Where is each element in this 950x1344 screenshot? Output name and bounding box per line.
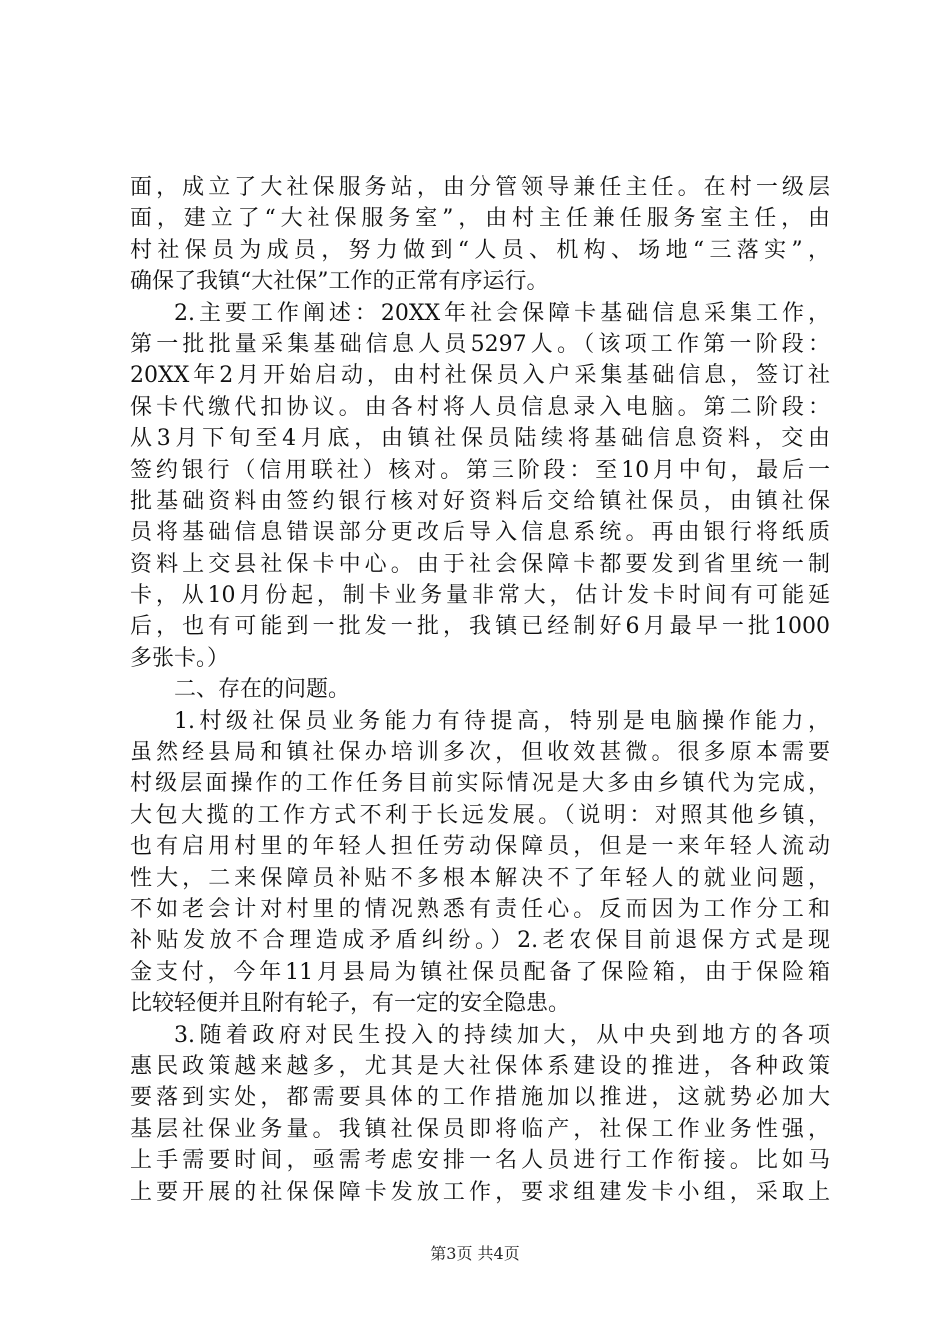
text-line: 保卡代缴代扣协议。由各村将人员信息录入电脑。第二阶段： — [130, 394, 830, 420]
text-line: 不如老会计对村里的情况熟悉有责任心。反而因为工作分工和 — [130, 896, 830, 922]
text-line: 大包大揽的工作方式不利于长远发展。（说明：对照其他乡镇， — [130, 802, 830, 828]
text-line: 也有启用村里的年轻人担任劳动保障员，但是一来年轻人流动 — [130, 834, 830, 860]
text-line: 上要开展的社保保障卡发放工作，要求组建发卡小组，采取上 — [130, 1179, 830, 1205]
page-number-label: 第3页 共4页 — [430, 1244, 520, 1263]
text-line: 面，成立了大社保服务站，由分管领导兼任主任。在村一级层 — [130, 175, 830, 200]
text-line: 金支付，今年11月县局为镇社保员配备了保险箱，由于保险箱 — [130, 959, 830, 985]
text-line: 比较轻便并且附有轮子，有一定的安全隐患。 — [130, 991, 571, 1017]
text-line: 要落到实处，都需要具体的工作措施加以推进，这就势必加大 — [130, 1085, 830, 1111]
document-body — [130, 172, 830, 1208]
text-line: 村级层面操作的工作任务目前实际情况是大多由乡镇代为完成， — [130, 771, 830, 797]
text-line: 资料上交县社保卡中心。由于社会保障卡都要发到省里统一制 — [130, 551, 830, 577]
text-line: 1.村级社保员业务能力有待提高，特别是电脑操作能力， — [174, 708, 830, 734]
text-line: 批基础资料由签约银行核对好资料后交给镇社保员，由镇社保 — [130, 488, 830, 514]
text-line: 二、存在的问题。 — [174, 677, 351, 703]
text-line: 性大，二来保障员补贴不多根本解决不了年轻人的就业问题， — [130, 865, 830, 891]
text-line: 确保了我镇“大社保”工作的正常有序运行。 — [130, 269, 549, 295]
text-line: 多张卡。） — [130, 645, 230, 671]
text-line: 从3月下旬至4月底，由镇社保员陆续将基础信息资料，交由 — [130, 426, 830, 452]
text-line: 虽然经县局和镇社保办培训多次，但收效甚微。很多原本需要 — [130, 740, 830, 766]
page-footer — [0, 1244, 950, 1264]
text-line: 2.主要工作阐述：20XX年社会保障卡基础信息采集工作， — [174, 300, 830, 326]
text-line: 签约银行（信用联社）核对。第三阶段：至10月中旬，最后一 — [130, 457, 830, 483]
text-line: 员将基础信息错误部分更改后导入信息系统。再由银行将纸质 — [130, 520, 830, 546]
text-line: 面，建立了“大社保服务室”，由村主任兼任服务室主任，由 — [130, 206, 830, 232]
text-line: 村社保员为成员，努力做到“人员、机构、场地“三落实”， — [130, 237, 830, 263]
text-line: 上手需要时间，亟需考虑安排一名人员进行工作衔接。比如马 — [130, 1148, 830, 1174]
text-line: 第一批批量采集基础信息人员5297人。（该项工作第一阶段： — [130, 331, 830, 357]
text-line: 3.随着政府对民生投入的持续加大，从中央到地方的各项 — [174, 1022, 830, 1048]
text-line: 基层社保业务量。我镇社保员即将临产，社保工作业务性强， — [130, 1116, 830, 1142]
text-line: 后，也有可能到一批发一批，我镇已经制好6月最早一批1000 — [130, 614, 830, 640]
text-line: 补贴发放不合理造成矛盾纠纷。）2.老农保目前退保方式是现 — [130, 928, 830, 954]
text-line: 20XX年2月开始启动，由村社保员入户采集基础信息，签订社 — [130, 363, 830, 389]
text-line: 惠民政策越来越多，尤其是大社保体系建设的推进，各种政策 — [130, 1053, 830, 1079]
text-line: 卡，从10月份起，制卡业务量非常大，估计发卡时间有可能延 — [130, 583, 830, 609]
